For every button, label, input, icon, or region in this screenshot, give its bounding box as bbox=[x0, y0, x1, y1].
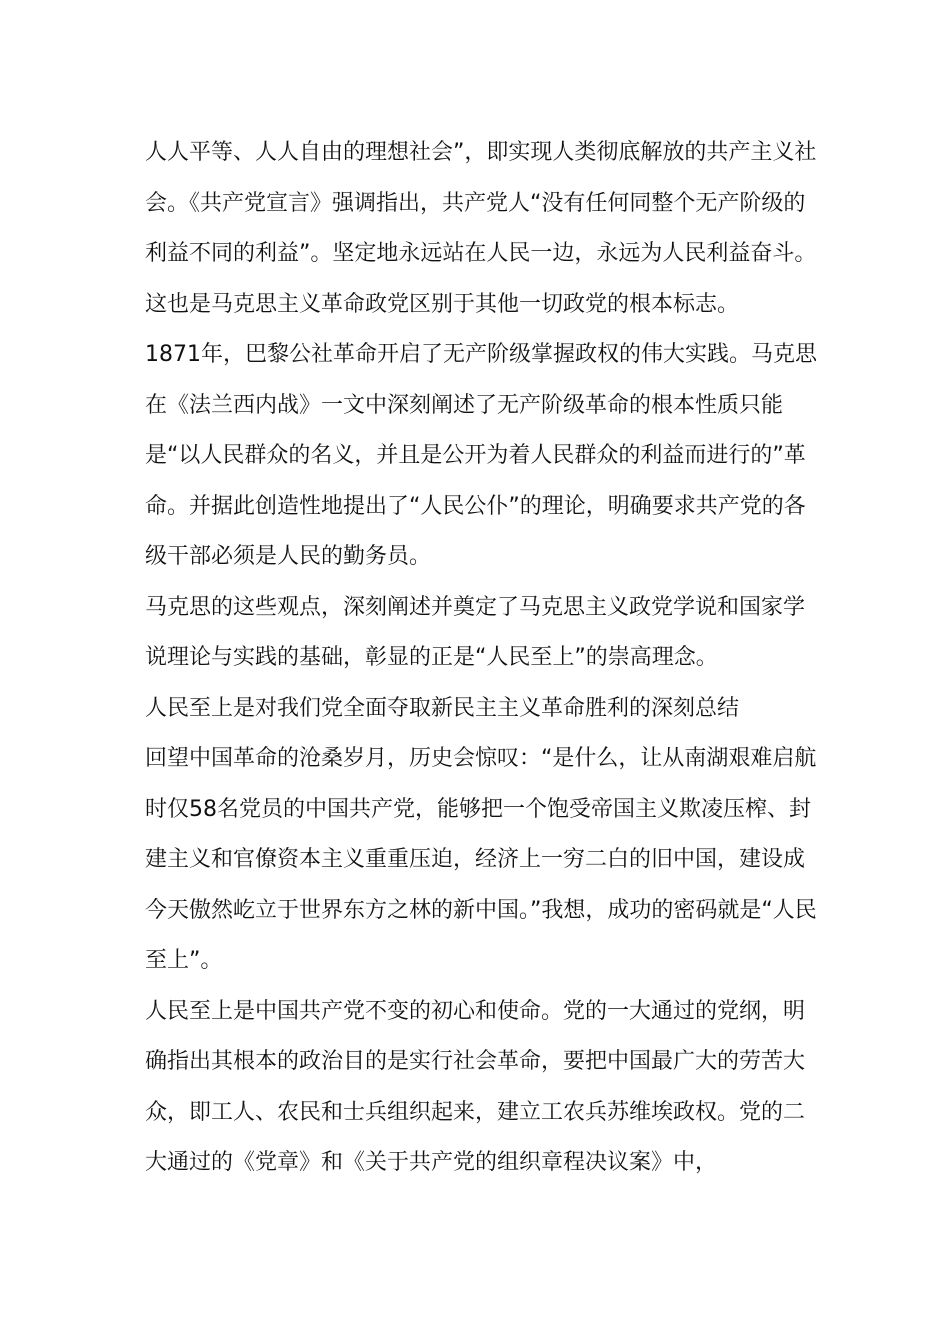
paragraph-2: 1871年，巴黎公社革命开启了无产阶级掌握政权的伟大实践。马克思在《法兰西内战》一文中深刻阐述了无产阶级革命的根本性质只能是“以人民群众的名义，并且是公开为着人民群众的利益而进行的”革命。并据此创造性地提出了“人民公仆”的理论，明确要求共产党的各级干部必须是人民的勤务员。 bbox=[145, 342, 817, 569]
paragraph-1: 人人平等、人人自由的理想社会”，即实现人类彻底解放的共产主义社会。《共产党宣言》强调指出，共产党人“没有任何同整个无产阶级的利益不同的利益”。坚定地永远站在人民一边，永远为人民利益奋斗。这也是马克思主义革命政党区别于其他一切政党的根本标志。 bbox=[145, 140, 817, 317]
section-heading: 人民至上是对我们党全面夺取新民主主义革命胜利的深刻总结 bbox=[145, 695, 740, 721]
document-body bbox=[145, 128, 825, 1189]
paragraph-3: 马克思的这些观点，深刻阐述并奠定了马克思主义政党学说和国家学说理论与实践的基础，彰显的正是“人民至上”的崇高理念。 bbox=[145, 594, 806, 670]
paragraph-4: 回望中国革命的沧桑岁月，历史会惊叹：“是什么，让从南湖艰难启航时仅58名党员的中国共产党，能够把一个饱受帝国主义欺凌压榨、封建主义和官僚资本主义重重压迫，经济上一穷二白的旧中国，建设成今天傲然屹立于世界东方之林的新中国。”我想，成功的密码就是“人民至上”。 bbox=[145, 746, 817, 973]
paragraph-5: 人民至上是中国共产党不变的初心和使命。党的一大通过的党纲，明确指出其根本的政治目的是实行社会革命，要把中国最广大的劳苦大众，即工人、农民和士兵组织起来，建立工农兵苏维埃政权。党的二大通过的《党章》和《关于共产党的组织章程决议案》中， bbox=[145, 998, 806, 1175]
